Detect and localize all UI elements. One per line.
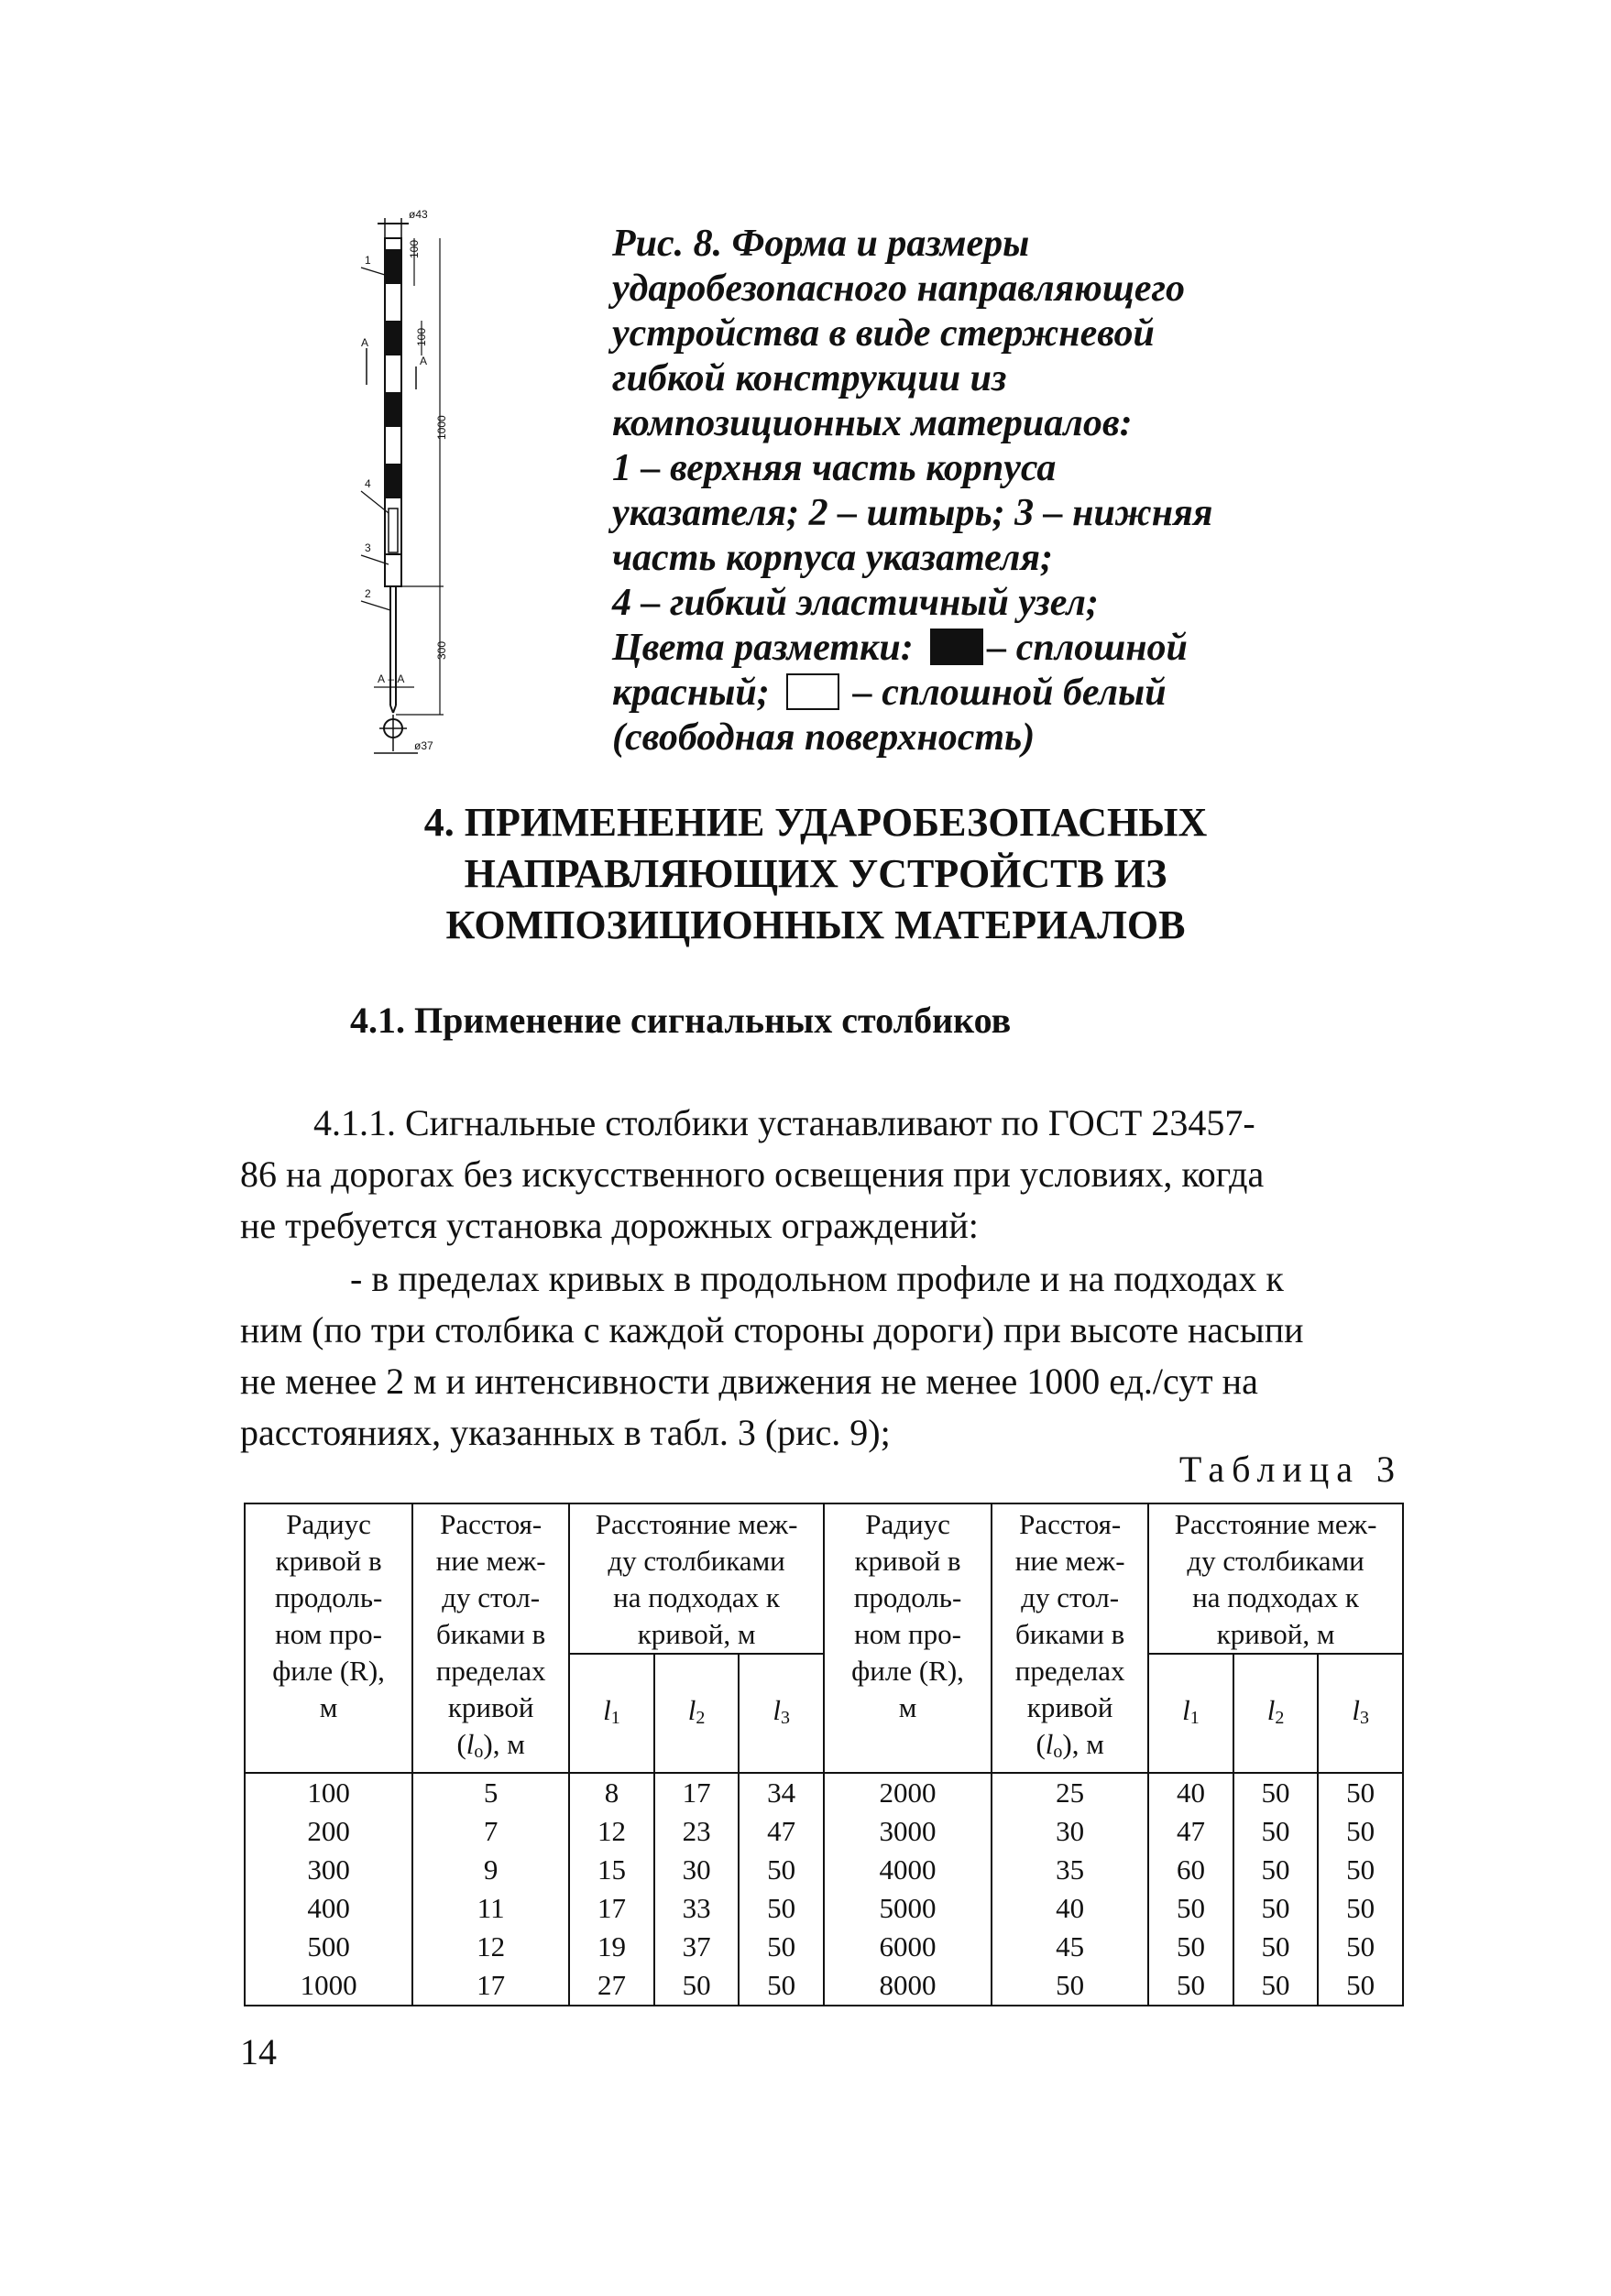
- caption-line: Рис. 8. Форма и размеры: [612, 223, 1030, 265]
- table-cell: 8000: [824, 1966, 992, 2006]
- table-cell: 50: [654, 1966, 740, 2006]
- table-cell: 50: [739, 1966, 824, 2006]
- red-band: [385, 392, 401, 427]
- header-l2: $l_2$: [654, 1654, 740, 1773]
- header-approach-2: Расстояние меж- ду столбиками на подходах к кривой, м: [1148, 1503, 1403, 1654]
- red-color-text: – сплошной: [987, 627, 1188, 669]
- table-cell: 50: [1318, 1812, 1403, 1851]
- table-cell: 5000: [824, 1889, 992, 1928]
- caption-line: 4 – гибкий эластичный узел;: [612, 582, 1099, 624]
- dim-300: 300: [435, 640, 448, 660]
- table-row: [245, 1889, 1403, 1928]
- header-within-2: Расстоя- ние меж- ду стол- биками в пределах кривой $(l_о)$, м: [992, 1503, 1148, 1773]
- table-cell: 47: [1148, 1812, 1233, 1851]
- table-cell: 33: [654, 1889, 740, 1928]
- dim-diameter-bottom: ø37: [414, 739, 433, 752]
- table-cell: 30: [992, 1812, 1148, 1851]
- table-cell: 50: [1148, 1966, 1233, 2006]
- table-cell: 12: [412, 1928, 569, 1966]
- section-marker-left: A: [361, 336, 369, 349]
- page-number: 14: [240, 2031, 277, 2072]
- subheading: 4.1. Применение сигнальных столбиков: [350, 1000, 1012, 1041]
- table-cell: 100: [245, 1773, 412, 1812]
- table-cell: 15: [569, 1851, 654, 1889]
- table-cell: 27: [569, 1966, 654, 2006]
- table-row: [245, 1773, 1403, 1812]
- table-cell: 8: [569, 1773, 654, 1812]
- header-l2-2: $l_2$: [1233, 1654, 1319, 1773]
- table-cell: 300: [245, 1851, 412, 1889]
- table-cell: 23: [654, 1812, 740, 1851]
- table-cell: 200: [245, 1812, 412, 1851]
- caption-line: композиционных материалов:: [612, 402, 1133, 444]
- paragraph-2: [240, 1253, 1413, 1459]
- table-cell: 35: [992, 1851, 1148, 1889]
- callout-4: 4: [365, 477, 371, 490]
- heading-line: КОМПОЗИЦИОННЫХ МАТЕРИАЛОВ: [445, 902, 1186, 947]
- header-radius: Радиус кривой в продоль- ном про- филе (R), м: [245, 1503, 412, 1773]
- table-label: Таблица 3: [1178, 1449, 1402, 1490]
- free-surface-text: (свободная поверхность): [612, 716, 1036, 759]
- table-row: [245, 1851, 1403, 1889]
- caption-line: гибкой конструкции из: [612, 357, 1007, 399]
- dim-100b: 100: [415, 327, 428, 346]
- table-cell: 17: [654, 1773, 740, 1812]
- table-cell: 50: [739, 1889, 824, 1928]
- table-row: [245, 1812, 1403, 1851]
- paragraph-line: ним (по три столбика с каждой стороны дороги) при высоте насыпи: [240, 1309, 1304, 1350]
- table-cell: 1000: [245, 1966, 412, 2006]
- table-cell: 50: [1233, 1812, 1319, 1851]
- dim-1000: 1000: [435, 415, 448, 440]
- figure-drawing: [348, 202, 495, 788]
- callout-3: 3: [365, 541, 371, 554]
- table-cell: 60: [1148, 1851, 1233, 1889]
- table-cell: 50: [1148, 1928, 1233, 1966]
- table-cell: 19: [569, 1928, 654, 1966]
- caption-line: указателя; 2 – штырь; 3 – нижняя: [612, 492, 1213, 534]
- table-cell: 47: [739, 1812, 824, 1851]
- white-swatch: [786, 673, 839, 710]
- red-band: [385, 321, 401, 355]
- table-cell: 17: [569, 1889, 654, 1928]
- data-table: [244, 1503, 1404, 2006]
- callout-1: 1: [365, 254, 371, 267]
- table-row: [245, 1928, 1403, 1966]
- paragraph-line: расстояниях, указанных в табл. 3 (рис. 9);: [240, 1412, 891, 1453]
- table-cell: 50: [992, 1966, 1148, 2006]
- table-cell: 6000: [824, 1928, 992, 1966]
- white-color-text: – сплошной белый: [852, 672, 1167, 714]
- header-l3-2: $l_3$: [1318, 1654, 1403, 1773]
- section-marker-right: A: [420, 355, 428, 367]
- section-label: А – А: [378, 672, 405, 685]
- callout-2: 2: [365, 587, 371, 600]
- table-cell: 17: [412, 1966, 569, 2006]
- table-cell: 5: [412, 1773, 569, 1812]
- table-cell: 50: [739, 1851, 824, 1889]
- header-approach: Расстояние меж- ду столбиками на подходах к кривой, м: [569, 1503, 824, 1654]
- figure-caption: [612, 222, 1309, 760]
- colors-legend-line-2: [612, 671, 1309, 716]
- table-cell: 45: [992, 1928, 1148, 1966]
- caption-line: устройства в виде стержневой: [612, 312, 1155, 355]
- colors-label: Цвета разметки:: [612, 627, 914, 669]
- header-l1: $l_1$: [569, 1654, 654, 1773]
- paragraph-line: 86 на дорогах без искусственного освещения при условиях, когда: [240, 1153, 1265, 1195]
- heading-line: 4. ПРИМЕНЕНИЕ УДАРОБЕЗОПАСНЫХ: [423, 800, 1208, 845]
- header-radius-2: Радиус кривой в продоль- ном про- филе (R), м: [824, 1503, 992, 1773]
- table-cell: 40: [992, 1889, 1148, 1928]
- caption-line: ударобезопасного направляющего: [612, 268, 1185, 310]
- table-cell: 12: [569, 1812, 654, 1851]
- table-cell: 50: [1233, 1851, 1319, 1889]
- red-band: [385, 464, 401, 498]
- header-l1-2: $l_1$: [1148, 1654, 1233, 1773]
- table-cell: 50: [1318, 1928, 1403, 1966]
- table-cell: 11: [412, 1889, 569, 1928]
- table-cell: 50: [1233, 1928, 1319, 1966]
- paragraph-line: - в пределах кривых в продольном профиле и на подходах к: [240, 1258, 1284, 1299]
- table-cell: 50: [1148, 1889, 1233, 1928]
- dim-100a: 100: [408, 239, 421, 258]
- table-cell: 500: [245, 1928, 412, 1966]
- table-cell: 50: [1233, 1966, 1319, 2006]
- table-cell: 4000: [824, 1851, 992, 1889]
- header-within: Расстоя- ние меж- ду стол- биками в пределах кривой $(l_о)$, м: [412, 1503, 569, 1773]
- post-drawing-svg: [348, 202, 495, 788]
- table-cell: 400: [245, 1889, 412, 1928]
- caption-line: часть корпуса указателя;: [612, 537, 1053, 579]
- table-cell: 30: [654, 1851, 740, 1889]
- table-cell: 37: [654, 1928, 740, 1966]
- header-l3: $l_3$: [739, 1654, 824, 1773]
- table-cell: 50: [1318, 1889, 1403, 1928]
- colors-legend-line: [612, 626, 1309, 671]
- table-body: [245, 1773, 1403, 2006]
- table-cell: 34: [739, 1773, 824, 1812]
- dim-diameter-top: ø43: [409, 208, 428, 221]
- table-cell: 50: [1318, 1966, 1403, 2006]
- paragraph-1: [240, 1098, 1413, 1252]
- paragraph-line: не менее 2 м и интенсивности движения не менее 1000 ед./сут на: [240, 1361, 1258, 1402]
- table-cell: 50: [739, 1928, 824, 1966]
- red-swatch: [930, 629, 983, 665]
- caption-line: 1 – верхняя часть корпуса: [612, 447, 1057, 489]
- table-cell: 40: [1148, 1773, 1233, 1812]
- table-cell: 50: [1233, 1889, 1319, 1928]
- section-heading: [275, 797, 1356, 951]
- heading-line: НАПРАВЛЯЮЩИХ УСТРОЙСТВ ИЗ: [464, 851, 1167, 896]
- table-cell: 50: [1233, 1773, 1319, 1812]
- table-cell: 50: [1318, 1851, 1403, 1889]
- paragraph-line: 4.1.1. Сигнальные столбики устанавливают по ГОСТ 23457-: [240, 1102, 1255, 1143]
- red-color-text-2: красный;: [612, 672, 770, 714]
- table-cell: 3000: [824, 1812, 992, 1851]
- table-cell: 9: [412, 1851, 569, 1889]
- paragraph-line: не требуется установка дорожных ограждений:: [240, 1205, 979, 1246]
- table-cell: 50: [1318, 1773, 1403, 1812]
- table-cell: 7: [412, 1812, 569, 1851]
- table-cell: 2000: [824, 1773, 992, 1812]
- table-row: [245, 1966, 1403, 2006]
- table-cell: 25: [992, 1773, 1148, 1812]
- red-band: [385, 249, 401, 284]
